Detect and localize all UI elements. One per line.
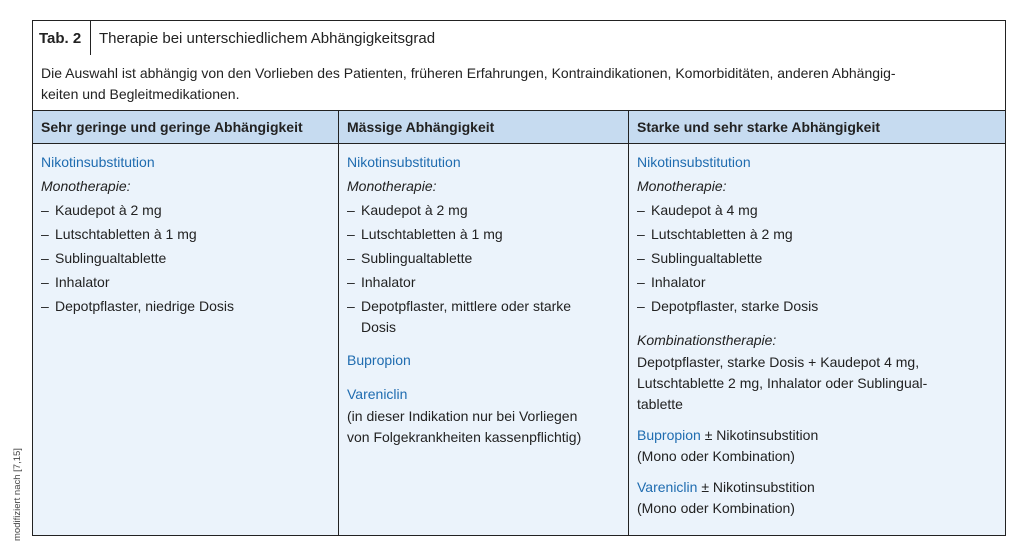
list-item: – Lutschtabletten à 2 mg [637,226,793,242]
bupropion-label: Bupropion [347,352,411,368]
list-item: – Kaudepot à 4 mg [637,202,758,218]
source-note [2,432,23,552]
table-number: Tab. 2 [33,21,91,55]
bupropion-entry: Bupropion ± Nikotinsubstition (Mono oder Kombination) [637,427,819,464]
column-moderate-dependency [339,143,629,535]
subhead-monotherapy: Monotherapie: [637,178,727,194]
header-low-dependency: Sehr geringe und geringe Abhängigkeit [33,111,339,143]
list-item: – Lutschtabletten à 1 mg [41,226,197,242]
table-intro [33,55,1005,111]
therapy-table [32,20,1006,536]
column-low-dependency [33,143,339,535]
section-nicotine-substitution: Nikotinsubstitution [41,154,155,170]
list-item: – Kaudepot à 2 mg [347,202,468,218]
vareniclin-entry: Vareniclin ± Nikotinsubstition (Mono oder Kombination) [637,479,815,516]
list-item: – Inhalator [41,274,110,290]
header-high-dependency: Starke und sehr starke Abhängigkeit [637,119,880,135]
list-item: – Inhalator [637,274,706,290]
list-item: – Depotpflaster, starke Dosis [637,298,819,314]
column-high-dependency [629,143,1005,535]
vareniclin-note: (in dieser Indikation nur bei Vorliegen von Folgekrankheiten kassenpflichtig) [347,408,582,445]
intro-line-2: keiten und Begleitmedikationen. [41,86,240,102]
list-item: – Inhalator [347,274,416,290]
list-item: – Kaudepot à 2 mg [41,202,162,218]
section-nicotine-substitution: Nikotinsubstitution [637,154,751,170]
subhead-monotherapy: Monotherapie: [347,178,437,194]
list-item: – Sublingualtablette [347,250,473,266]
source-note-text: modifiziert nach [7,15] [12,448,23,541]
list-item: – Sublingualtablette [41,250,167,266]
section-nicotine-substitution: Nikotinsubstitution [347,154,461,170]
list-item: – Lutschtabletten à 1 mg [347,226,503,242]
list-item: – Sublingualtablette [637,250,763,266]
table-title-row [33,21,1005,56]
list-item: – Depotpflaster, mittlere oder starke Dosis [347,298,572,335]
bupropion-label: Bupropion [637,427,701,443]
list-item: – Depotpflaster, niedrige Dosis [41,298,234,314]
table-body [33,143,1005,535]
column-headers [33,111,1005,144]
table-title: Therapie bei unterschiedlichem Abhängigkeitsgrad [99,29,436,47]
subhead-combination-therapy: Kombinationstherapie: [637,332,777,348]
vareniclin-label: Vareniclin [637,479,698,495]
combination-text: Depotpflaster, starke Dosis + Kaudepot 4 mg, Lutschtablette 2 mg, Inhalator oder Sublingual- tablette [637,354,928,412]
intro-line-1: Die Auswahl ist abhängig von den Vorlieben des Patienten, früheren Erfahrungen, Kontraindikationen, Komorbiditäten, anderen Abhängig- [41,65,896,81]
header-moderate-dependency: Mässige Abhängigkeit [339,111,629,143]
subhead-monotherapy: Monotherapie: [41,178,131,194]
vareniclin-label: Vareniclin [347,386,408,402]
